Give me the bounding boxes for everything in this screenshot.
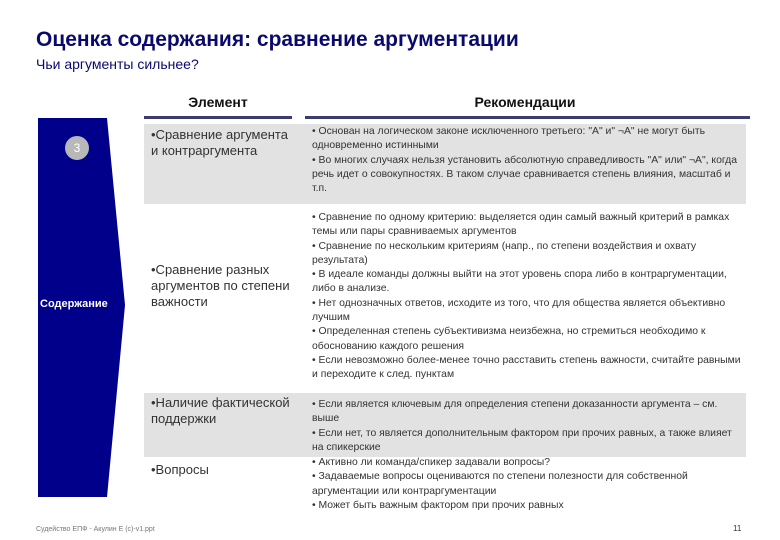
recommendation-item: • Активно ли команда/спикер задавали вопросы? — [312, 457, 551, 468]
element-cell: •Сравнение аргумента и контраргумента — [151, 127, 288, 158]
element-cell: •Сравнение разных аргументов по степени важности — [151, 262, 290, 309]
recommendation-item: • В идеале команды должны выйти на этот уровень спора либо в контраргументации, либо в анализе. — [312, 269, 727, 295]
section-arrow-shape — [0, 0, 140, 540]
header-recommendations: Рекомендации — [474, 94, 576, 110]
page-subtitle: Чьи аргументы сильнее? — [36, 56, 199, 72]
recommendation-cell — [312, 398, 742, 455]
recommendation-item: • Основан на логическом законе исключенного третьего: "А" и" ¬А" не могут быть одновременно истинными — [312, 126, 706, 152]
recommendation-item: • Может быть важным фактором при прочих равных — [312, 499, 564, 511]
recommendation-cell — [312, 456, 742, 513]
recommendation-item: • Если невозможно более-менее точно расставить степень важности, считайте равными и переходите к след. пунктам — [312, 354, 741, 381]
recommendation-item: • Сравнение по нескольким критериям (напр., по степени воздействия и охвату результата) — [312, 240, 697, 266]
element-cell: •Наличие фактической поддержки — [151, 395, 290, 426]
element-cell: •Вопросы — [151, 462, 209, 477]
recommendation-cell — [312, 211, 742, 383]
recommendation-item: • Определенная степень субъективизма неизбежна, но стремиться необходимо к обоснованию каждого решения — [312, 326, 706, 352]
recommendation-item: • Если является ключевым для определения степени доказанности аргумента – см. выше — [312, 399, 718, 425]
section-label: Содержание — [40, 298, 108, 310]
recommendation-item: • Нет однозначных ответов, исходите из того, что для общества является объективно лучшим — [312, 297, 726, 324]
recommendation-item: • Задаваемые вопросы оцениваются по степени полезности для собственной аргументации или контраргументации — [312, 471, 688, 497]
recommendation-item: • Если нет, то является дополнительным фактором при прочих равных, а также влияет на спикерские — [312, 427, 732, 453]
header-divider — [305, 116, 750, 119]
header-divider — [144, 116, 292, 119]
recommendation-item: • Сравнение по одному критерию: выделяется один самый важный критерий в рамках темы или пары сравниваемых аргументов — [312, 212, 730, 238]
footer-text: Судейство ЕПФ - Акулин Е (с)-v1.ppt — [36, 526, 155, 533]
recommendation-item: • Во многих случаях нельзя установить абсолютную справедливость "А" или" ¬А", когда речь идет о совокупностях. В таком случае сравнивается степень влияния, масштаб и т.п. — [312, 154, 738, 195]
section-number-badge: 3 — [65, 136, 89, 160]
recommendation-cell — [312, 125, 742, 196]
header-element: Элемент — [188, 94, 248, 110]
page-number: 11 — [733, 524, 742, 533]
page-title: Оценка содержания: сравнение аргументации — [36, 28, 519, 51]
